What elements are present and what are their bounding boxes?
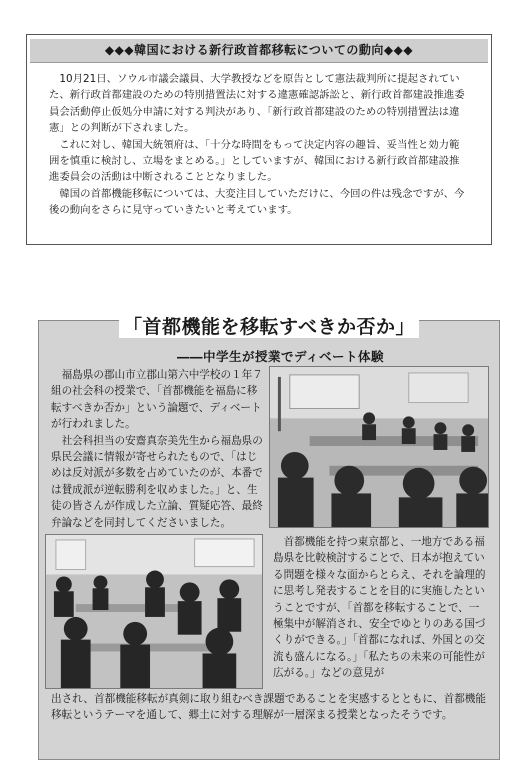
article-left-column [51, 367, 265, 531]
article-paragraph: 社会科担当の安齋真奈美先生から福島県の県民会議に情報が寄せられたもので、「はじめは反対派が多数を占めていたのが、本番では賛成派が逆転勝利を収めました。」と、生徒の皆さんが作成した立論、質疑応答、最終弁論などを同封してくださいました。 [51, 434, 263, 529]
article-title [39, 312, 499, 339]
notice-body [27, 63, 491, 219]
article-paragraph: 首都機能を持つ東京都と、一地方である福島県を比較検討することで、日本が抱えている問題を様々な面からとらえ、それを論理的に思考し発表することを目的に実施したということですが、「首都を移転することで、一極集中が解消され、安全でゆとりのある国づくりができる。」「首都になれば、外国との交流も盛んになる。」「私たちの未来の可能性が広がる。」などの意見が [273, 536, 486, 680]
notice-box [26, 34, 492, 245]
notice-title: ◆◆◆韓国における新行政首都移転についての動向◆◆◆ [30, 39, 488, 63]
classroom-debate-photo-graphic [270, 367, 488, 527]
article-paragraph: 福島県の郡山市立郡山第六中学校の１年７組の社会科の授業で、「首都機能を福島に移転すべきか否か」という論題で、ディベートが行われました。 [51, 369, 263, 431]
article-box [38, 316, 500, 760]
article-title-text: 「首都機能を移転すべきか否か」 [119, 316, 419, 338]
article-paragraph: 出され、首都機能移転が真剣に取り組むべき課題であることを実感するとともに、首都機能移転というテーマを通して、郷土に対する理解が一層深まる授業となったそうです。 [51, 693, 486, 722]
classroom-students-photo [45, 534, 263, 689]
notice-paragraph: これに対し、韓国大統領府は、「十分な時間をもって決定内容の趣旨、妥当性と効力範囲を慎重に検討し、立場をまとめる。」としていますが、韓国における新行政首都建設推進委員会の活動は中断されることとなりました。 [49, 138, 460, 184]
article-right-column [273, 534, 487, 682]
notice-paragraph: 韓国の首都機能移転については、大変注目していただけに、今回の件は残念ですが、今後の動向をさらに見守っていきたいと考えています。 [49, 187, 465, 217]
classroom-debate-photo [269, 366, 489, 528]
article-bottom-text [51, 691, 489, 724]
classroom-students-photo-graphic [46, 535, 262, 688]
notice-paragraph: 10月21日、ソウル市議会議員、大学教授などを原告として憲法裁判所に提起されていた、新行政首都建設のための特別措置法に対する違憲確認訴訟と、新行政首都建設推進委員会活動停止仮処分申請に対する判決があり、「新行政首都建設のための特別措置法は違憲」との判断が下されました。 [49, 73, 465, 135]
article-subtitle: ――中学生が授業でディベート体験 [177, 349, 385, 364]
